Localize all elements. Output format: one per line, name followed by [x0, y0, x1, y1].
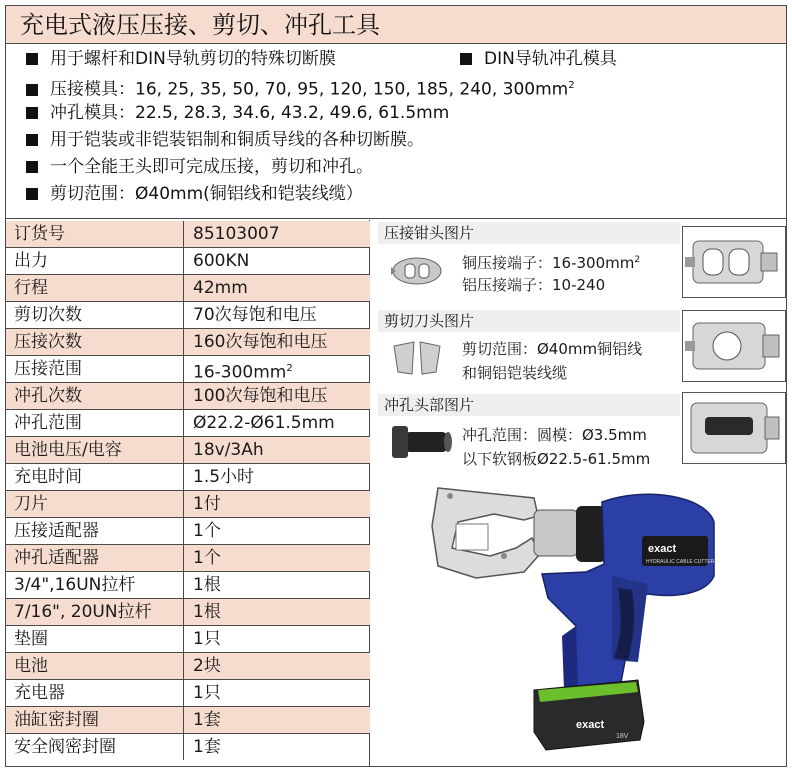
spec-row — [6, 383, 370, 410]
spec-value — [185, 302, 369, 328]
spec-value-text: 18v/3Ah — [193, 440, 264, 460]
spec-row — [6, 437, 370, 464]
spec-row — [6, 464, 370, 491]
spec-row — [6, 653, 370, 680]
spec-value — [185, 491, 369, 517]
spec-label: 充电时间 — [6, 464, 184, 490]
spec-value — [185, 572, 369, 598]
feature-item — [26, 101, 449, 125]
spec-value-text: 1付 — [193, 494, 221, 514]
cutter-blade-thumbnail — [388, 336, 446, 380]
spec-value — [185, 734, 369, 760]
spec-value-text: 160次每饱和电压 — [193, 332, 328, 352]
feature-text: 剪切范围：Ø40mm(铜铝线和铠装线缆） — [50, 184, 363, 204]
spec-value — [185, 518, 369, 544]
bullet-square-icon — [26, 84, 38, 96]
spec-row — [6, 356, 370, 383]
crimp-copper-range: 铜压接端子：16-300mm — [462, 254, 635, 272]
crimp-text-line — [462, 249, 640, 275]
bullet-square-icon — [26, 188, 38, 200]
spec-value — [185, 464, 369, 490]
cut-range-line2: 和铜铝铠装线缆 — [462, 364, 568, 382]
spec-label: 充电器 — [6, 680, 184, 706]
crimp-section-header: 压接钳头图片 — [378, 222, 680, 244]
spec-row — [6, 599, 370, 626]
spec-value-text: 1根 — [193, 602, 221, 622]
punch-section-header: 冲孔头部图片 — [378, 394, 680, 416]
spec-row — [6, 275, 370, 302]
feature-text: 用于铠装或非铠装铝制和铜质导线的各种切断膜。 — [50, 130, 424, 150]
punch-range-line1: 冲孔范围：圆模：Ø3.5mm — [462, 426, 647, 444]
spec-value-text: 1套 — [193, 710, 221, 730]
spec-label: 冲孔适配器 — [6, 545, 184, 571]
spec-row — [6, 707, 370, 734]
feature-item — [26, 182, 363, 206]
cutter-head-photo — [682, 310, 786, 382]
spec-row — [6, 545, 370, 572]
battery-voltage-label: 18V — [616, 733, 629, 740]
spec-value — [185, 248, 369, 274]
spec-value — [185, 275, 369, 301]
spec-value-text: 42mm — [193, 278, 248, 298]
spec-row — [6, 491, 370, 518]
crimp-head-thumbnail — [388, 251, 446, 291]
cut-section-header: 剪切刀头图片 — [378, 310, 680, 332]
crimp-al-range: 铝压接端子：10-240 — [462, 276, 606, 294]
spec-value — [185, 221, 369, 247]
spec-value-text: 1个 — [193, 548, 221, 568]
spec-value-text: 16-300mm — [193, 362, 287, 383]
product-sheet — [5, 5, 787, 767]
spec-label: 冲孔范围 — [6, 410, 184, 436]
spec-value — [185, 545, 369, 571]
spec-table — [6, 220, 370, 767]
spec-label: 7/16", 20UN拉杆 — [6, 599, 184, 625]
cut-range-line1: 剪切范围：Ø40mm铜铝线 — [462, 340, 643, 358]
spec-row — [6, 248, 370, 275]
spec-label: 电池 — [6, 653, 184, 679]
punch-head-photo — [682, 392, 786, 464]
spec-row — [6, 734, 370, 761]
spec-value-text: 1只 — [193, 683, 221, 703]
spec-value-text: 1根 — [193, 575, 221, 595]
spec-value-text: 1只 — [193, 629, 221, 649]
hydraulic-tool-illustration — [416, 476, 716, 766]
spec-value — [185, 680, 369, 706]
spec-row — [6, 572, 370, 599]
spec-row — [6, 626, 370, 653]
spec-value-text: 70次每饱和电压 — [193, 305, 317, 325]
spec-row — [6, 518, 370, 545]
bullet-square-icon — [26, 134, 38, 146]
spec-value-text: 2块 — [193, 656, 221, 676]
spec-label: 垫圈 — [6, 626, 184, 652]
spec-label: 压接次数 — [6, 329, 184, 355]
spec-label: 安全阀密封圈 — [6, 734, 184, 760]
spec-value — [185, 356, 369, 382]
spec-row — [6, 680, 370, 707]
spec-value-text: 1套 — [193, 737, 221, 757]
spec-label: 刀片 — [6, 491, 184, 517]
punch-head-thumbnail — [388, 422, 454, 462]
spec-value — [185, 383, 369, 409]
tool-brand-label: exact — [648, 543, 677, 555]
battery-brand-label: exact — [576, 719, 605, 731]
spec-value-text: 1.5小时 — [193, 467, 255, 487]
spec-value-text: 100次每饱和电压 — [193, 386, 328, 406]
spec-label: 压接范围 — [6, 356, 184, 382]
spec-value-text: 600KN — [193, 251, 250, 271]
spec-label: 行程 — [6, 275, 184, 301]
spec-value — [185, 329, 369, 355]
spec-value-text: 85103007 — [193, 224, 280, 244]
feature-item — [460, 47, 617, 71]
feature-item — [26, 74, 575, 102]
feature-text: 用于螺杆和DIN导轨剪切的特殊切断膜 — [50, 49, 336, 69]
title-bar — [6, 6, 786, 44]
spec-label: 出力 — [6, 248, 184, 274]
crimp-head-photo — [682, 226, 786, 298]
tool-model-label: HYDRAULIC CABLE CUTTER — [646, 559, 715, 565]
spec-label: 3/4",16UN拉杆 — [6, 572, 184, 598]
feature-item — [26, 155, 373, 179]
page-title: 充电式液压压接、剪切、冲孔工具 — [20, 11, 380, 39]
spec-value — [185, 437, 369, 463]
superscript: 2 — [568, 80, 575, 91]
spec-value — [185, 653, 369, 679]
superscript: 2 — [634, 255, 641, 265]
spec-label: 订货号 — [6, 221, 184, 247]
bullet-square-icon — [26, 107, 38, 119]
bullet-square-icon — [26, 161, 38, 173]
spec-value-text: Ø22.2-Ø61.5mm — [193, 413, 335, 433]
feature-text: 冲孔模具：22.5, 28.3, 34.6, 43.2, 49.6, 61.5mm — [50, 103, 450, 123]
spec-label: 电池电压/电容 — [6, 437, 184, 463]
spec-row — [6, 221, 370, 248]
spec-value-text: 1个 — [193, 521, 221, 541]
spec-row — [6, 410, 370, 437]
spec-value — [185, 410, 369, 436]
feature-text: 压接模具：16, 25, 35, 50, 70, 95, 120, 150, 185, 240, 300mm — [50, 79, 569, 100]
bullet-square-icon — [26, 53, 38, 65]
punch-range-line2: 以下软钢板Ø22.5-61.5mm — [462, 450, 651, 468]
feature-item — [26, 128, 424, 152]
spec-row — [6, 329, 370, 356]
bullet-square-icon — [460, 53, 472, 65]
feature-text: 一个全能王头即可完成压接，剪切和冲孔。 — [50, 157, 373, 177]
spec-label: 冲孔次数 — [6, 383, 184, 409]
spec-row — [6, 302, 370, 329]
spec-label: 剪切次数 — [6, 302, 184, 328]
spec-label: 油缸密封圈 — [6, 707, 184, 733]
spec-value — [185, 707, 369, 733]
spec-label: 压接适配器 — [6, 518, 184, 544]
spec-value — [185, 626, 369, 652]
feature-text: DIN导轨冲孔模具 — [484, 49, 617, 69]
superscript: 2 — [286, 363, 293, 374]
feature-list — [6, 45, 786, 219]
spec-value — [185, 599, 369, 625]
feature-item — [26, 47, 336, 71]
